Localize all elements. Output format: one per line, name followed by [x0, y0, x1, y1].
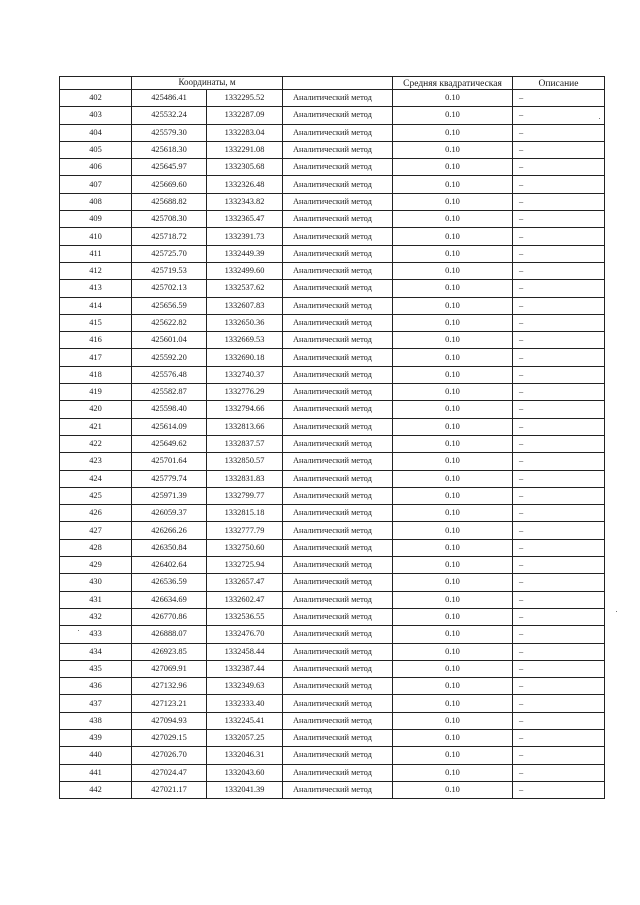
mean-square-error-cell: 0.10	[393, 591, 513, 608]
coordinate-x: 427029.15	[132, 729, 207, 746]
table-row	[60, 591, 605, 608]
mean-square-error-cell: 0.10	[393, 678, 513, 695]
description-cell: –	[513, 608, 605, 625]
description-cell: –	[513, 712, 605, 729]
coordinate-x: 425971.39	[132, 487, 207, 504]
description-cell: –	[513, 522, 605, 539]
point-number: 429	[60, 557, 132, 574]
mean-square-error-cell: 0.10	[393, 90, 513, 107]
description-cell: –	[513, 176, 605, 193]
method-cell: Аналитический метод	[283, 660, 393, 677]
coordinate-y: 1332291.08	[207, 141, 283, 158]
coordinate-y: 1332750.60	[207, 539, 283, 556]
mean-square-error-cell: 0.10	[393, 349, 513, 366]
method-cell: Аналитический метод	[283, 729, 393, 746]
description-cell: –	[513, 159, 605, 176]
coordinate-x: 425669.60	[132, 176, 207, 193]
point-number: 414	[60, 297, 132, 314]
description-cell: –	[513, 280, 605, 297]
coordinates-table	[59, 76, 605, 799]
description-cell: –	[513, 660, 605, 677]
description-cell: –	[513, 107, 605, 124]
description-cell: –	[513, 366, 605, 383]
coordinate-x: 425486.41	[132, 90, 207, 107]
coordinate-y: 1332725.94	[207, 557, 283, 574]
coordinate-y: 1332850.57	[207, 453, 283, 470]
coordinate-y: 1332046.31	[207, 747, 283, 764]
table-row	[60, 695, 605, 712]
table-row	[60, 280, 605, 297]
table-row	[60, 764, 605, 781]
coordinate-y: 1332813.66	[207, 418, 283, 435]
coordinate-x: 427094.93	[132, 712, 207, 729]
coordinate-x: 426770.86	[132, 608, 207, 625]
description-cell: –	[513, 228, 605, 245]
point-number: 419	[60, 384, 132, 401]
coordinate-x: 425601.04	[132, 332, 207, 349]
coordinate-x: 425725.70	[132, 245, 207, 262]
coordinate-y: 1332449.39	[207, 245, 283, 262]
coordinate-x: 425702.13	[132, 280, 207, 297]
coordinate-x: 427026.70	[132, 747, 207, 764]
mean-square-error-cell: 0.10	[393, 643, 513, 660]
table-row	[60, 678, 605, 695]
coordinate-y: 1332669.53	[207, 332, 283, 349]
header-mean-square-error	[393, 77, 513, 90]
table-row	[60, 522, 605, 539]
mean-square-error-cell: 0.10	[393, 557, 513, 574]
point-number: 442	[60, 781, 132, 798]
mean-square-error-cell: 0.10	[393, 332, 513, 349]
method-cell: Аналитический метод	[283, 141, 393, 158]
coordinate-x: 425719.53	[132, 262, 207, 279]
mean-square-error-cell: 0.10	[393, 262, 513, 279]
coordinate-y: 1332476.70	[207, 626, 283, 643]
mean-square-error-cell: 0.10	[393, 124, 513, 141]
coordinate-y: 1332043.60	[207, 764, 283, 781]
table-row	[60, 384, 605, 401]
table-row	[60, 262, 605, 279]
table-row	[60, 626, 605, 643]
description-cell: –	[513, 297, 605, 314]
method-cell: Аналитический метод	[283, 505, 393, 522]
table-row	[60, 781, 605, 798]
coordinate-y: 1332365.47	[207, 211, 283, 228]
coordinate-x: 425649.62	[132, 435, 207, 452]
table-row	[60, 366, 605, 383]
description-cell: –	[513, 435, 605, 452]
table-row	[60, 453, 605, 470]
coordinate-x: 426923.85	[132, 643, 207, 660]
point-number: 415	[60, 314, 132, 331]
method-cell: Аналитический метод	[283, 418, 393, 435]
mean-square-error-cell: 0.10	[393, 626, 513, 643]
description-cell: –	[513, 643, 605, 660]
table-row	[60, 211, 605, 228]
method-cell: Аналитический метод	[283, 193, 393, 210]
coordinate-x: 426402.64	[132, 557, 207, 574]
header-method	[283, 77, 393, 90]
mean-square-error-cell: 0.10	[393, 764, 513, 781]
mean-square-error-cell: 0.10	[393, 211, 513, 228]
method-cell: Аналитический метод	[283, 781, 393, 798]
method-cell: Аналитический метод	[283, 539, 393, 556]
coordinate-y: 1332657.47	[207, 574, 283, 591]
coordinate-x: 425592.20	[132, 349, 207, 366]
table-row	[60, 712, 605, 729]
coordinate-y: 1332690.18	[207, 349, 283, 366]
method-cell: Аналитический метод	[283, 608, 393, 625]
coordinate-y: 1332837.57	[207, 435, 283, 452]
table-row	[60, 90, 605, 107]
table-row	[60, 245, 605, 262]
method-cell: Аналитический метод	[283, 90, 393, 107]
mean-square-error-cell: 0.10	[393, 228, 513, 245]
point-number: 417	[60, 349, 132, 366]
coordinate-x: 425598.40	[132, 401, 207, 418]
coordinate-x: 425618.30	[132, 141, 207, 158]
description-cell: –	[513, 141, 605, 158]
header-coordinates: Координаты, м	[132, 77, 283, 90]
method-cell: Аналитический метод	[283, 626, 393, 643]
coordinate-y: 1332794.66	[207, 401, 283, 418]
table-row	[60, 660, 605, 677]
coordinate-y: 1332799.77	[207, 487, 283, 504]
coordinate-x: 425645.97	[132, 159, 207, 176]
point-number: 406	[60, 159, 132, 176]
description-cell: –	[513, 124, 605, 141]
point-number: 440	[60, 747, 132, 764]
table-row	[60, 176, 605, 193]
mean-square-error-cell: 0.10	[393, 435, 513, 452]
point-number: 439	[60, 729, 132, 746]
mean-square-error-cell: 0.10	[393, 729, 513, 746]
mean-square-error-cell: 0.10	[393, 384, 513, 401]
description-cell: –	[513, 781, 605, 798]
coordinate-y: 1332326.48	[207, 176, 283, 193]
point-number: 416	[60, 332, 132, 349]
mean-square-error-cell: 0.10	[393, 574, 513, 591]
description-cell: –	[513, 539, 605, 556]
point-number: 418	[60, 366, 132, 383]
coordinate-y: 1332287.09	[207, 107, 283, 124]
point-number: 427	[60, 522, 132, 539]
description-cell: –	[513, 626, 605, 643]
point-number: 413	[60, 280, 132, 297]
description-cell: –	[513, 487, 605, 504]
method-cell: Аналитический метод	[283, 211, 393, 228]
method-cell: Аналитический метод	[283, 107, 393, 124]
description-cell: –	[513, 384, 605, 401]
coordinate-y: 1332391.73	[207, 228, 283, 245]
coordinate-y: 1332740.37	[207, 366, 283, 383]
coordinate-y: 1332537.62	[207, 280, 283, 297]
method-cell: Аналитический метод	[283, 366, 393, 383]
header-description-label: Описание	[538, 79, 579, 89]
table-row	[60, 401, 605, 418]
description-cell: –	[513, 591, 605, 608]
method-cell: Аналитический метод	[283, 695, 393, 712]
coordinate-y: 1332295.52	[207, 90, 283, 107]
coordinate-x: 426536.59	[132, 574, 207, 591]
mean-square-error-cell: 0.10	[393, 245, 513, 262]
mean-square-error-cell: 0.10	[393, 280, 513, 297]
description-cell: –	[513, 262, 605, 279]
coordinate-y: 1332283.04	[207, 124, 283, 141]
coordinate-x: 426059.37	[132, 505, 207, 522]
mean-square-error-cell: 0.10	[393, 470, 513, 487]
method-cell: Аналитический метод	[283, 280, 393, 297]
coordinate-x: 425688.82	[132, 193, 207, 210]
coordinate-x: 425582.87	[132, 384, 207, 401]
coordinate-y: 1332815.18	[207, 505, 283, 522]
method-cell: Аналитический метод	[283, 591, 393, 608]
coordinate-x: 425614.09	[132, 418, 207, 435]
method-cell: Аналитический метод	[283, 401, 393, 418]
mean-square-error-cell: 0.10	[393, 712, 513, 729]
method-cell: Аналитический метод	[283, 453, 393, 470]
method-cell: Аналитический метод	[283, 522, 393, 539]
table-row	[60, 297, 605, 314]
point-number: 436	[60, 678, 132, 695]
coordinate-x: 427123.21	[132, 695, 207, 712]
mean-square-error-cell: 0.10	[393, 505, 513, 522]
table-row	[60, 574, 605, 591]
table-row	[60, 747, 605, 764]
mean-square-error-cell: 0.10	[393, 314, 513, 331]
coordinate-x: 425701.64	[132, 453, 207, 470]
coordinate-x: 425579.30	[132, 124, 207, 141]
point-number: 438	[60, 712, 132, 729]
coordinate-y: 1332536.55	[207, 608, 283, 625]
point-number: 435	[60, 660, 132, 677]
point-number: 421	[60, 418, 132, 435]
method-cell: Аналитический метод	[283, 764, 393, 781]
table-row	[60, 505, 605, 522]
coordinate-x: 426634.69	[132, 591, 207, 608]
mean-square-error-cell: 0.10	[393, 453, 513, 470]
coordinate-y: 1332387.44	[207, 660, 283, 677]
coordinate-x: 425708.30	[132, 211, 207, 228]
table-row	[60, 314, 605, 331]
header-point-number	[60, 77, 132, 90]
method-cell: Аналитический метод	[283, 245, 393, 262]
point-number: 425	[60, 487, 132, 504]
method-cell: Аналитический метод	[283, 574, 393, 591]
coordinate-x: 427069.91	[132, 660, 207, 677]
coordinate-y: 1332602.47	[207, 591, 283, 608]
point-number: 441	[60, 764, 132, 781]
method-cell: Аналитический метод	[283, 297, 393, 314]
coordinate-x: 426888.07	[132, 626, 207, 643]
description-cell: –	[513, 314, 605, 331]
method-cell: Аналитический метод	[283, 314, 393, 331]
coordinate-x: 425622.82	[132, 314, 207, 331]
description-cell: –	[513, 332, 605, 349]
point-number: 408	[60, 193, 132, 210]
description-cell: –	[513, 193, 605, 210]
description-cell: –	[513, 401, 605, 418]
coordinate-x: 425532.24	[132, 107, 207, 124]
table-row	[60, 332, 605, 349]
mean-square-error-cell: 0.10	[393, 366, 513, 383]
mean-square-error-cell: 0.10	[393, 418, 513, 435]
mean-square-error-cell: 0.10	[393, 487, 513, 504]
method-cell: Аналитический метод	[283, 228, 393, 245]
point-number: 412	[60, 262, 132, 279]
description-cell: –	[513, 695, 605, 712]
point-number: 426	[60, 505, 132, 522]
method-cell: Аналитический метод	[283, 124, 393, 141]
coordinate-y: 1332349.63	[207, 678, 283, 695]
mean-square-error-cell: 0.10	[393, 107, 513, 124]
coordinate-y: 1332343.82	[207, 193, 283, 210]
method-cell: Аналитический метод	[283, 678, 393, 695]
description-cell: –	[513, 747, 605, 764]
method-cell: Аналитический метод	[283, 332, 393, 349]
table-row	[60, 608, 605, 625]
coordinate-y: 1332831.83	[207, 470, 283, 487]
point-number: 437	[60, 695, 132, 712]
coordinate-y: 1332041.39	[207, 781, 283, 798]
point-number: 422	[60, 435, 132, 452]
method-cell: Аналитический метод	[283, 557, 393, 574]
table-row	[60, 729, 605, 746]
table-row	[60, 418, 605, 435]
point-number: 407	[60, 176, 132, 193]
mean-square-error-cell: 0.10	[393, 159, 513, 176]
point-number: 431	[60, 591, 132, 608]
table-row	[60, 435, 605, 452]
coordinate-x: 427024.47	[132, 764, 207, 781]
table-row	[60, 124, 605, 141]
coordinate-y: 1332057.25	[207, 729, 283, 746]
coordinate-y: 1332776.29	[207, 384, 283, 401]
point-number: 402	[60, 90, 132, 107]
method-cell: Аналитический метод	[283, 176, 393, 193]
mean-square-error-cell: 0.10	[393, 401, 513, 418]
point-number: 432	[60, 608, 132, 625]
description-cell: –	[513, 729, 605, 746]
description-cell: –	[513, 557, 605, 574]
table-row	[60, 470, 605, 487]
method-cell: Аналитический метод	[283, 712, 393, 729]
header-description	[513, 77, 605, 90]
description-cell: –	[513, 505, 605, 522]
description-cell: –	[513, 764, 605, 781]
method-cell: Аналитический метод	[283, 384, 393, 401]
point-number: 420	[60, 401, 132, 418]
mean-square-error-cell: 0.10	[393, 608, 513, 625]
description-cell: –	[513, 349, 605, 366]
point-number: 403	[60, 107, 132, 124]
method-cell: Аналитический метод	[283, 159, 393, 176]
table-row	[60, 643, 605, 660]
coordinate-x: 427021.17	[132, 781, 207, 798]
point-number: 423	[60, 453, 132, 470]
point-number: 410	[60, 228, 132, 245]
mean-square-error-cell: 0.10	[393, 660, 513, 677]
point-number: 405	[60, 141, 132, 158]
mean-square-error-cell: 0.10	[393, 522, 513, 539]
table-header-row	[60, 77, 605, 90]
point-number: 430	[60, 574, 132, 591]
table-row	[60, 228, 605, 245]
point-number: 411	[60, 245, 132, 262]
mean-square-error-cell: 0.10	[393, 539, 513, 556]
method-cell: Аналитический метод	[283, 435, 393, 452]
mean-square-error-cell: 0.10	[393, 193, 513, 210]
mean-square-error-cell: 0.10	[393, 747, 513, 764]
coordinate-x: 426266.26	[132, 522, 207, 539]
description-cell: –	[513, 211, 605, 228]
coordinate-y: 1332305.68	[207, 159, 283, 176]
coordinate-x: 425779.74	[132, 470, 207, 487]
coordinate-y: 1332650.36	[207, 314, 283, 331]
table-row	[60, 487, 605, 504]
table-row	[60, 539, 605, 556]
description-cell: –	[513, 574, 605, 591]
table-row	[60, 193, 605, 210]
scan-speck	[616, 611, 617, 612]
method-cell: Аналитический метод	[283, 487, 393, 504]
description-cell: –	[513, 418, 605, 435]
mean-square-error-cell: 0.10	[393, 297, 513, 314]
mean-square-error-cell: 0.10	[393, 141, 513, 158]
header-mean-square-error-label: Средняя квадратическая	[403, 79, 502, 89]
point-number: 404	[60, 124, 132, 141]
description-cell: –	[513, 90, 605, 107]
table-row	[60, 107, 605, 124]
method-cell: Аналитический метод	[283, 747, 393, 764]
method-cell: Аналитический метод	[283, 349, 393, 366]
scan-speck	[599, 118, 600, 119]
coordinate-y: 1332607.83	[207, 297, 283, 314]
coordinate-x: 427132.96	[132, 678, 207, 695]
point-number: 428	[60, 539, 132, 556]
table-row	[60, 159, 605, 176]
mean-square-error-cell: 0.10	[393, 695, 513, 712]
coordinate-y: 1332777.79	[207, 522, 283, 539]
point-number: 434	[60, 643, 132, 660]
coordinate-y: 1332458.44	[207, 643, 283, 660]
method-cell: Аналитический метод	[283, 262, 393, 279]
coordinate-x: 425718.72	[132, 228, 207, 245]
method-cell: Аналитический метод	[283, 470, 393, 487]
mean-square-error-cell: 0.10	[393, 781, 513, 798]
point-number: 424	[60, 470, 132, 487]
description-cell: –	[513, 245, 605, 262]
point-number: 409	[60, 211, 132, 228]
coordinate-y: 1332333.40	[207, 695, 283, 712]
table-row	[60, 141, 605, 158]
table-row	[60, 557, 605, 574]
mean-square-error-cell: 0.10	[393, 176, 513, 193]
description-cell: –	[513, 678, 605, 695]
coordinate-x: 426350.84	[132, 539, 207, 556]
description-cell: –	[513, 470, 605, 487]
table-row	[60, 349, 605, 366]
description-cell: –	[513, 453, 605, 470]
coordinate-x: 425656.59	[132, 297, 207, 314]
coordinate-y: 1332245.41	[207, 712, 283, 729]
point-number: 433	[60, 626, 132, 643]
coordinate-x: 425576.48	[132, 366, 207, 383]
method-cell: Аналитический метод	[283, 643, 393, 660]
coordinate-y: 1332499.60	[207, 262, 283, 279]
scan-speck	[78, 630, 79, 631]
